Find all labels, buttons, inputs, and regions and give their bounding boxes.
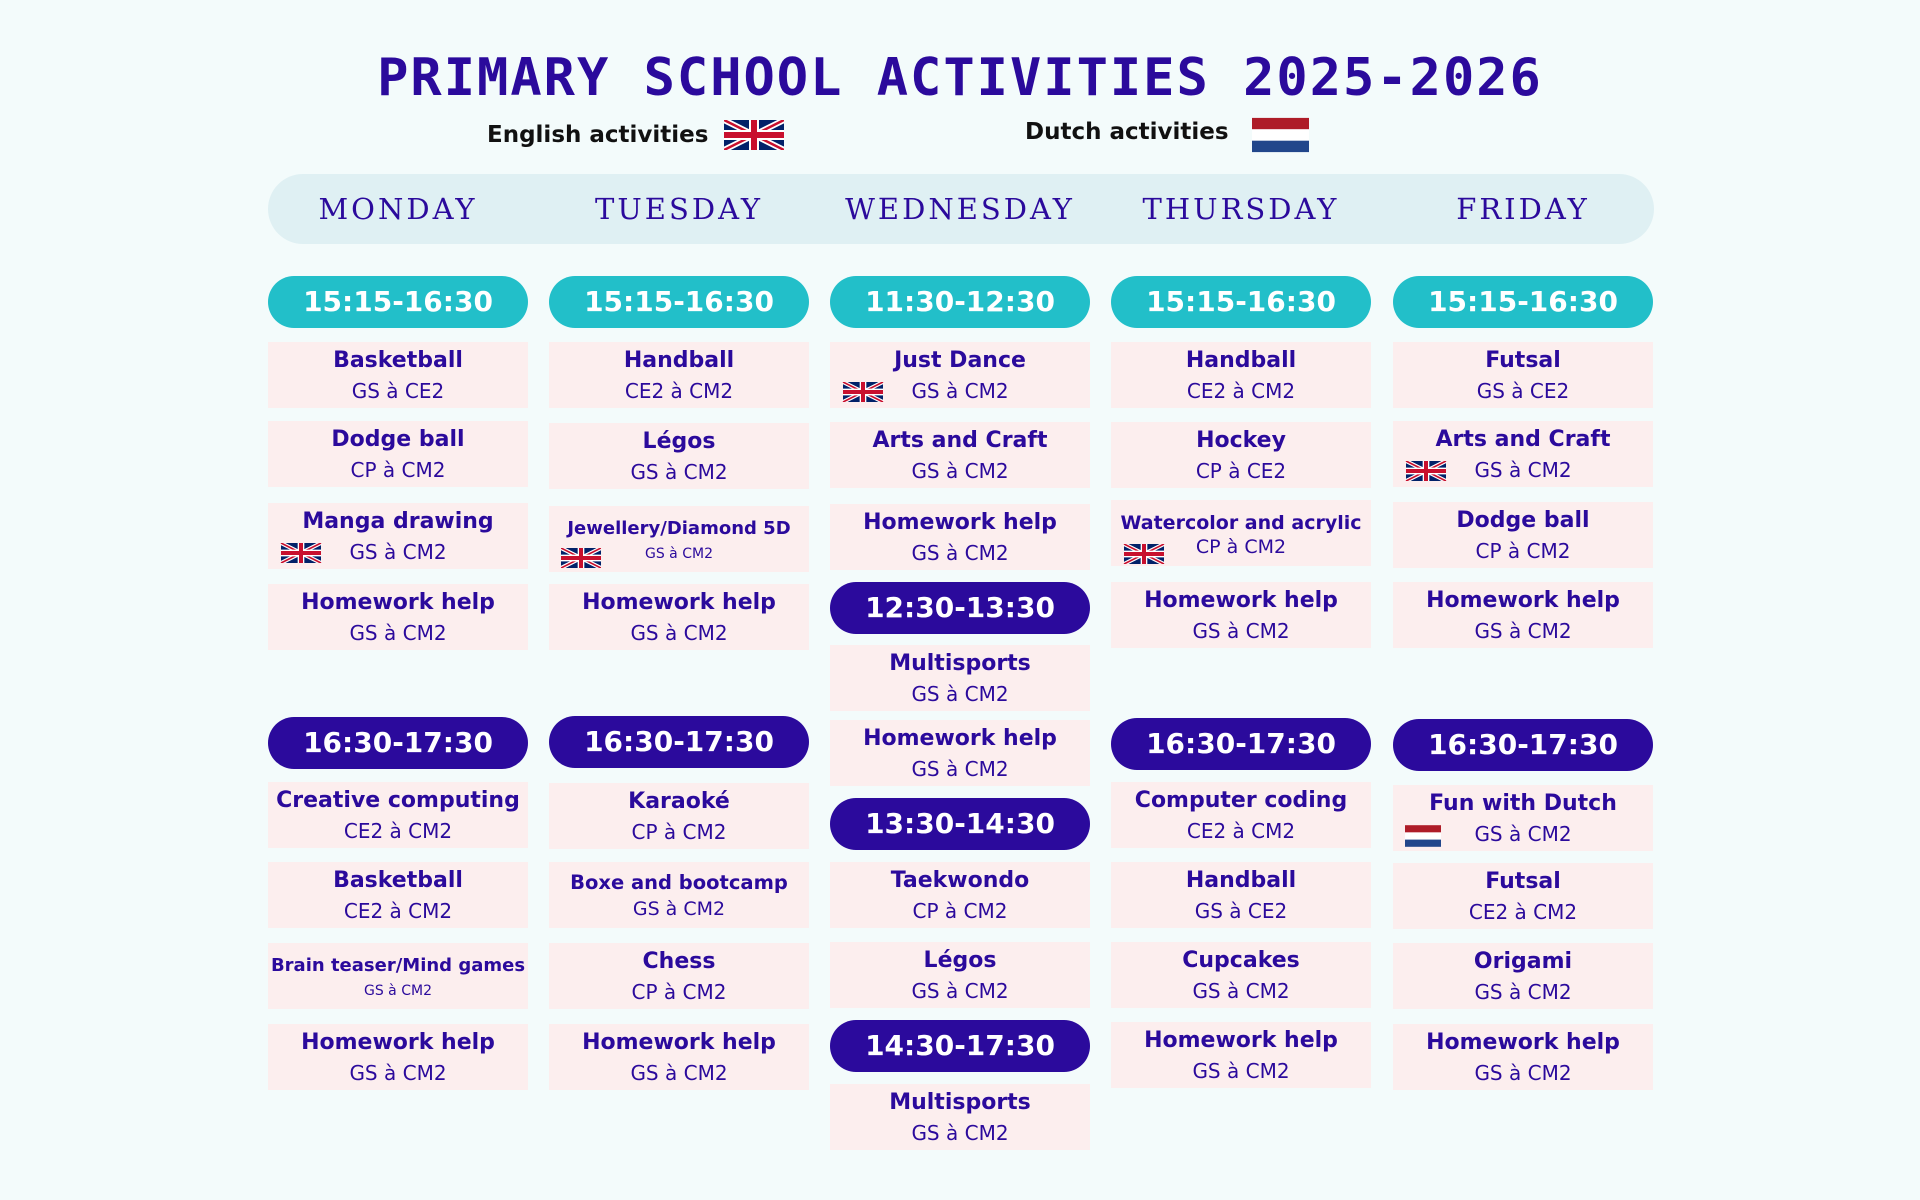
activity-card: [1111, 500, 1371, 566]
activity-grade: CP à CM2: [912, 899, 1008, 923]
activity-name: Homework help: [863, 510, 1057, 535]
activity-card: [1393, 863, 1653, 929]
activity-grade: CE2 à CM2: [624, 379, 734, 403]
activity-grade: GS à CM2: [911, 459, 1009, 483]
activity-card: [830, 422, 1090, 488]
activity-card: [1393, 502, 1653, 568]
time-slot: 13:30-14:30: [830, 798, 1090, 850]
activity-card: [268, 943, 528, 1009]
activity-name: Origami: [1473, 949, 1573, 974]
activity-grade: GS à CM2: [1192, 619, 1290, 643]
activity-name: Dodge ball: [1456, 508, 1590, 533]
activity-grade: GS à CM2: [911, 541, 1009, 565]
activity-card: [830, 942, 1090, 1008]
activity-name: Futsal: [1485, 869, 1561, 894]
activity-card: [268, 584, 528, 650]
activity-card: [1393, 785, 1653, 851]
activity-grade: GS à CM2: [349, 621, 447, 645]
activity-grade: GS à CE2: [1476, 379, 1570, 403]
activity-card: [830, 720, 1090, 786]
activity-card: [549, 584, 809, 650]
activity-grade: GS à CM2: [1474, 1061, 1572, 1085]
activity-grade: GS à CM2: [1474, 822, 1572, 846]
activity-name: Hockey: [1196, 428, 1286, 453]
activity-card: [549, 943, 809, 1009]
activity-name: Chess: [642, 949, 716, 974]
time-slot: 15:15-16:30: [1393, 276, 1653, 328]
activity-card: [1111, 942, 1371, 1008]
activity-name: Homework help: [582, 590, 776, 615]
activity-name: Homework help: [301, 590, 495, 615]
activity-card: [1111, 582, 1371, 648]
activity-grade: CP à CM2: [1475, 539, 1571, 563]
activity-card: [1111, 1022, 1371, 1088]
activity-name: Fun with Dutch: [1429, 791, 1617, 816]
activity-name: Computer coding: [1134, 788, 1348, 813]
activity-grade: GS à CM2: [630, 460, 728, 484]
activity-grade: GS à CM2: [1192, 1059, 1290, 1083]
activity-grade: GS à CM2: [1192, 979, 1290, 1003]
activity-card: [268, 421, 528, 487]
activity-grade: GS à CM2: [911, 379, 1009, 403]
activity-grade: CE2 à CM2: [343, 899, 453, 923]
activity-grade: GS à CM2: [630, 621, 728, 645]
activity-name: Manga drawing: [302, 509, 494, 534]
activity-grade: CE2 à CM2: [1186, 819, 1296, 843]
time-slot: 15:15-16:30: [549, 276, 809, 328]
activity-card: [1393, 342, 1653, 408]
activity-grade: CE2 à CM2: [1186, 379, 1296, 403]
activity-grade: GS à CM2: [1474, 458, 1572, 482]
day-tuesday: TUESDAY: [595, 192, 763, 226]
activity-card: [268, 1024, 528, 1090]
activity-name: Légos: [642, 429, 716, 454]
activity-name: Futsal: [1485, 348, 1561, 373]
time-slot: 14:30-17:30: [830, 1020, 1090, 1072]
activity-grade: CE2 à CM2: [1468, 900, 1578, 924]
activity-grade: GS à CM2: [645, 546, 713, 562]
activity-grade: GS à CM2: [349, 1061, 447, 1085]
activity-name: Karaoké: [628, 789, 730, 814]
activity-card: [549, 342, 809, 408]
activity-grade: GS à CM2: [1474, 619, 1572, 643]
activity-name: Homework help: [301, 1030, 495, 1055]
activity-card: [830, 342, 1090, 408]
activity-name: Handball: [1185, 348, 1297, 373]
activity-card: [1111, 342, 1371, 408]
activity-name: Basketball: [333, 868, 463, 893]
activity-grade: GS à CM2: [632, 898, 726, 920]
activity-name: Jewellery/Diamond 5D: [567, 518, 791, 539]
activity-card: [1111, 782, 1371, 848]
activity-card: [1393, 582, 1653, 648]
day-thursday: THURSDAY: [1142, 192, 1340, 226]
activity-card: [549, 783, 809, 849]
activity-grade: GS à CM2: [911, 757, 1009, 781]
activity-name: Brain teaser/Mind games: [270, 955, 526, 976]
activity-card: [268, 503, 528, 569]
time-slot: 12:30-13:30: [830, 582, 1090, 634]
activity-grade: CP à CM2: [1195, 536, 1287, 558]
legend-english-label: English activities: [487, 122, 709, 148]
activity-card: [830, 1084, 1090, 1150]
activity-grade: CP à CE2: [1195, 459, 1287, 483]
activity-grade: GS à CE2: [351, 379, 445, 403]
activity-name: Cupcakes: [1182, 948, 1300, 973]
activity-name: Boxe and bootcamp: [570, 871, 788, 894]
activity-card: [549, 423, 809, 489]
activity-grade: CP à CM2: [631, 820, 727, 844]
activity-name: Homework help: [1144, 588, 1338, 613]
activity-card: [830, 862, 1090, 928]
activity-name: Handball: [623, 348, 735, 373]
activity-name: Légos: [923, 948, 997, 973]
activity-name: Homework help: [1426, 588, 1620, 613]
activity-grade: CP à CM2: [631, 980, 727, 1004]
page-title: PRIMARY SCHOOL ACTIVITIES 2025-2026: [377, 48, 1543, 108]
activity-card: [1111, 862, 1371, 928]
activity-grade: GS à CM2: [630, 1061, 728, 1085]
activity-grade: GS à CM2: [911, 1121, 1009, 1145]
activity-card: [549, 862, 809, 928]
activity-card: [549, 506, 809, 572]
activity-grade: GS à CM2: [911, 682, 1009, 706]
activity-name: Basketball: [333, 348, 463, 373]
day-wednesday: WEDNESDAY: [845, 192, 1075, 226]
activity-card: [1111, 422, 1371, 488]
activity-card: [268, 862, 528, 928]
activity-name: Homework help: [1144, 1028, 1338, 1053]
activity-name: Dodge ball: [331, 427, 465, 452]
activity-grade: GS à CM2: [364, 983, 432, 999]
activity-name: Watercolor and acrylic: [1120, 512, 1362, 534]
activity-card: [1393, 1024, 1653, 1090]
legend-dutch-label: Dutch activities: [1025, 119, 1229, 145]
time-slot: 11:30-12:30: [830, 276, 1090, 328]
uk-flag-icon: [724, 120, 784, 150]
time-slot: 15:15-16:30: [1111, 276, 1371, 328]
activity-name: Taekwondo: [890, 868, 1030, 893]
activity-grade: CE2 à CM2: [343, 819, 453, 843]
time-slot: 16:30-17:30: [549, 716, 809, 768]
activity-card: [1393, 943, 1653, 1009]
time-slot: 15:15-16:30: [268, 276, 528, 328]
activity-name: Multisports: [889, 1090, 1031, 1115]
activity-card: [830, 645, 1090, 711]
activity-name: Homework help: [863, 726, 1057, 751]
time-slot: 16:30-17:30: [1111, 718, 1371, 770]
activity-grade: GS à CM2: [911, 979, 1009, 1003]
activity-name: Arts and Craft: [872, 428, 1048, 453]
activity-card: [830, 504, 1090, 570]
activity-card: [1393, 421, 1653, 487]
activity-name: Handball: [1185, 868, 1297, 893]
activity-name: Creative computing: [276, 788, 520, 813]
day-monday: MONDAY: [318, 192, 478, 226]
activity-card: [268, 782, 528, 848]
activity-name: Arts and Craft: [1435, 427, 1611, 452]
activity-name: Multisports: [889, 651, 1031, 676]
activity-card: [549, 1024, 809, 1090]
activity-grade: CP à CM2: [350, 458, 446, 482]
activity-name: Homework help: [1426, 1030, 1620, 1055]
time-slot: 16:30-17:30: [268, 717, 528, 769]
day-friday: FRIDAY: [1456, 192, 1590, 226]
activity-name: Homework help: [582, 1030, 776, 1055]
activity-grade: GS à CM2: [349, 540, 447, 564]
activity-name: Just Dance: [894, 348, 1026, 373]
time-slot: 16:30-17:30: [1393, 719, 1653, 771]
activity-grade: GS à CM2: [1474, 980, 1572, 1004]
activity-grade: GS à CE2: [1194, 899, 1288, 923]
activity-card: [268, 342, 528, 408]
nl-flag-icon: [1252, 117, 1309, 153]
